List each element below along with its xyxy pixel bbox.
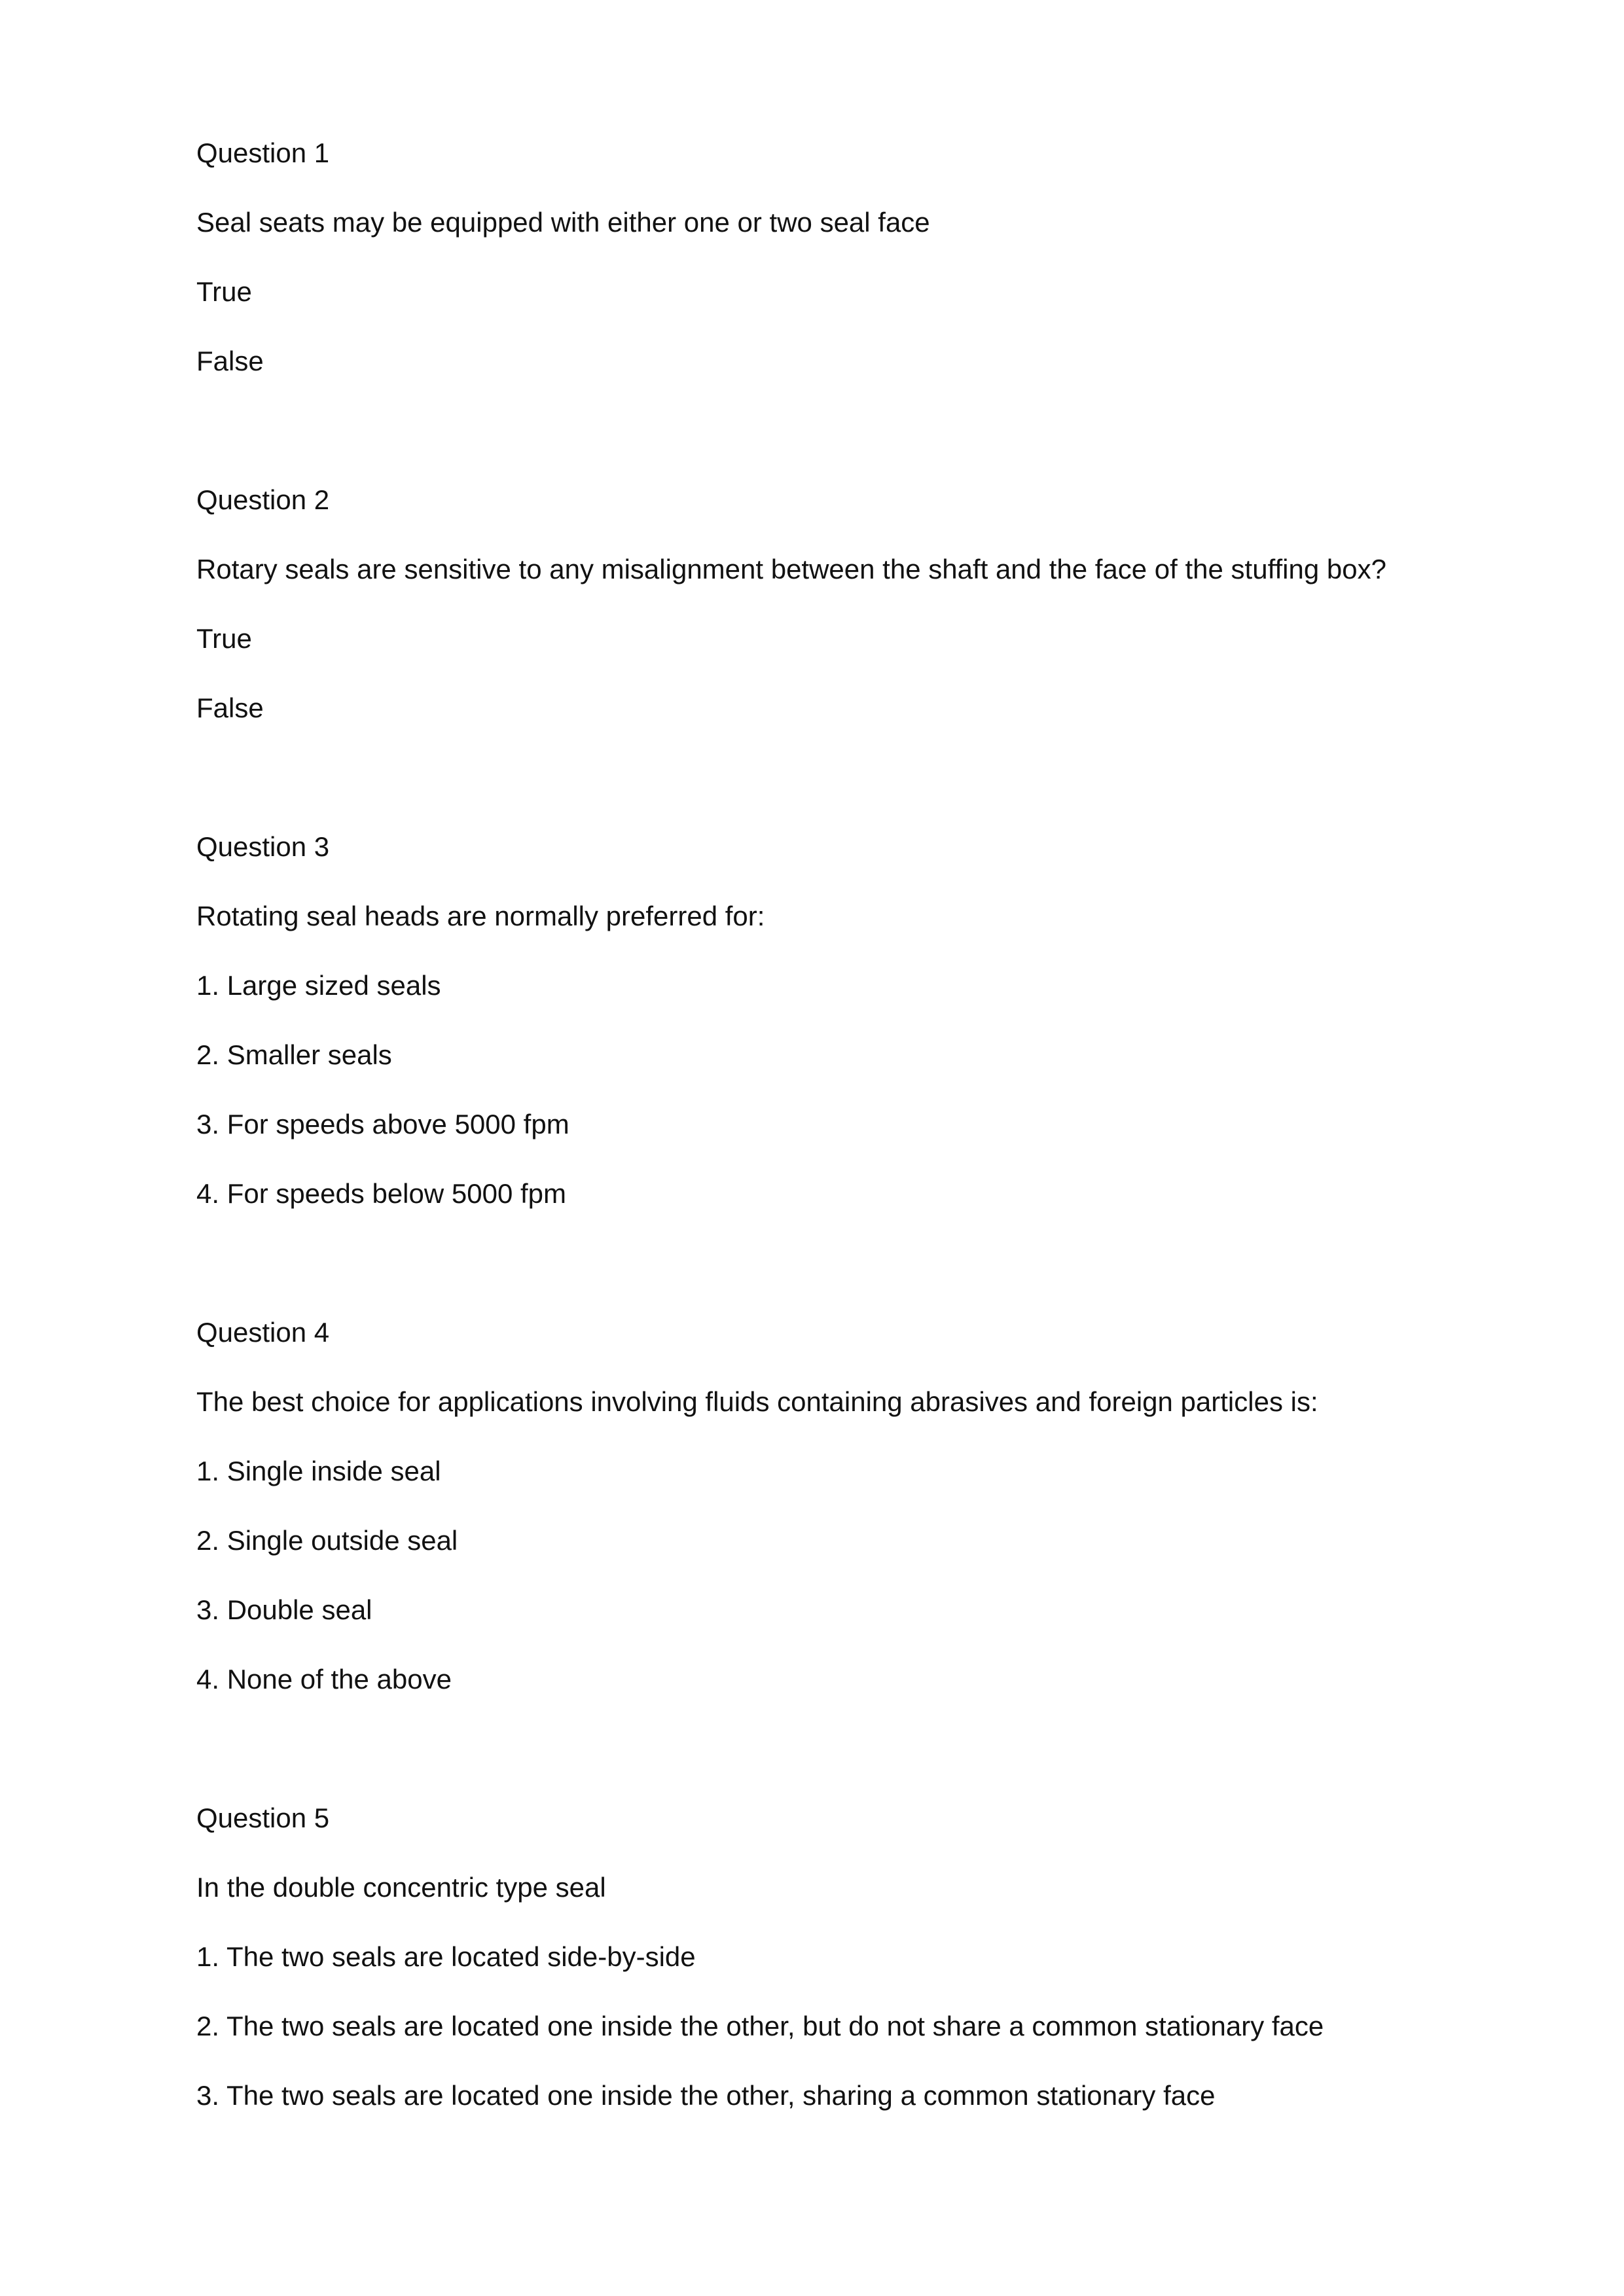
question-5-prompt: In the double concentric type seal — [196, 1872, 606, 1903]
question-5-option-1: 1. The two seals are located side-by-side — [196, 1941, 696, 1972]
question-2-heading: Question 2 — [196, 484, 330, 515]
question-1-heading: Question 1 — [196, 137, 330, 168]
question-2-prompt: Rotary seals are sensitive to any misalignment between the shaft and the face of the stuffing box? — [196, 554, 1386, 584]
question-5-heading: Question 5 — [196, 1803, 330, 1833]
question-4-option-1: 1. Single inside seal — [196, 1456, 441, 1486]
question-3-prompt: Rotating seal heads are normally preferred for: — [196, 901, 765, 931]
question-2-option-2: False — [196, 692, 264, 723]
question-1-option-1: True — [196, 276, 252, 307]
question-3-heading: Question 3 — [196, 831, 330, 862]
question-4-prompt: The best choice for applications involving fluids containing abrasives and foreign particles is: — [196, 1386, 1318, 1417]
question-5-option-3: 3. The two seals are located one inside the other, sharing a common stationary face — [196, 2080, 1216, 2111]
question-3-option-3: 3. For speeds above 5000 fpm — [196, 1109, 569, 1139]
question-1-option-2: False — [196, 346, 264, 376]
question-3-option-4: 4. For speeds below 5000 fpm — [196, 1178, 566, 1209]
question-3-option-2: 2. Smaller seals — [196, 1039, 392, 1070]
question-4-option-3: 3. Double seal — [196, 1594, 372, 1625]
question-4-option-2: 2. Single outside seal — [196, 1525, 458, 1556]
question-3-option-1: 1. Large sized seals — [196, 970, 441, 1001]
question-1-prompt: Seal seats may be equipped with either one or two seal face — [196, 207, 930, 238]
question-5-option-2: 2. The two seals are located one inside the other, but do not share a common stationary face — [196, 2011, 1324, 2041]
question-4-heading: Question 4 — [196, 1317, 330, 1348]
question-2-option-1: True — [196, 623, 252, 654]
question-4-option-4: 4. None of the above — [196, 1664, 452, 1695]
